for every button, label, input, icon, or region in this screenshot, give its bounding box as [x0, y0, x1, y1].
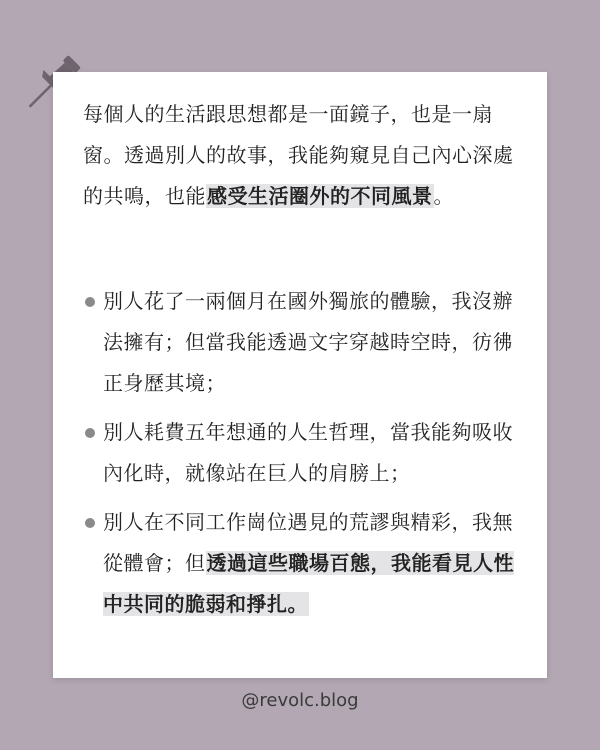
- list-item: [83, 412, 529, 494]
- bullet-dot-icon: [85, 518, 95, 528]
- intro-highlight: 感受生活圈外的不同風景: [207, 184, 433, 208]
- intro-text: 每個人的生活跟思想都是一面鏡子，也是一扇窗。透過別人的故事，我能夠窺見自己內心深處的共鳴，也能: [83, 102, 514, 208]
- bullet-highlight: 透過這些職場百態，我能看見人性中共同的脆弱和掙扎。: [103, 551, 514, 616]
- bullet-text: 別人在不同工作崗位遇見的荒謬與精彩，我無從體會；但: [103, 510, 513, 575]
- quote-card: [53, 72, 547, 678]
- bullet-list: [83, 281, 529, 625]
- list-item: [83, 502, 529, 625]
- intro-paragraph: [83, 94, 529, 217]
- bullet-text: 別人耗費五年想通的人生哲理，當我能夠吸收內化時，就像站在巨人的肩膀上；: [103, 420, 513, 485]
- list-item: [83, 281, 529, 404]
- bullet-dot-icon: [85, 297, 95, 307]
- bullet-dot-icon: [85, 428, 95, 438]
- intro-text-end: 。: [433, 184, 454, 208]
- blog-handle: @revolc.blog: [241, 690, 359, 711]
- bullet-text: 別人花了一兩個月在國外獨旅的體驗，我沒辦法擁有；但當我能透過文字穿越時空時，彷彿正身歷其境；: [103, 289, 513, 395]
- card-content: [83, 94, 529, 633]
